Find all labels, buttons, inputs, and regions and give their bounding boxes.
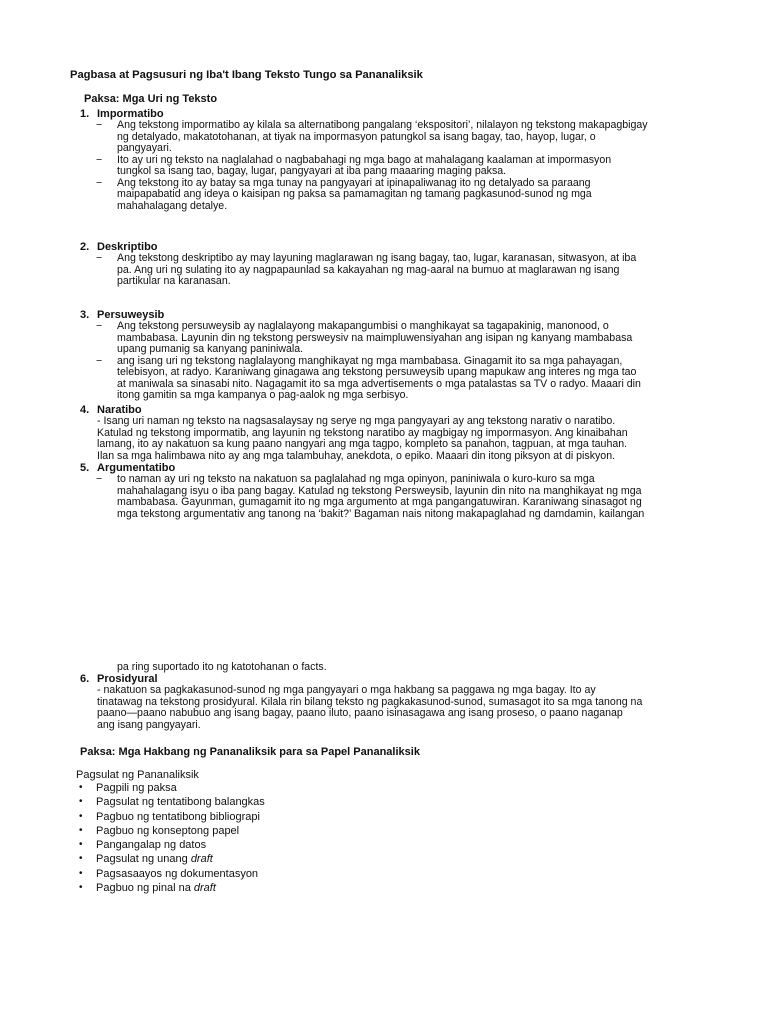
text-line: ng detalyado, makatotohanan, at tiyak na impormasyon patungkol sa isang bagay, tao, hayop, lugar, o	[117, 130, 596, 143]
dash-bullet-icon: −	[96, 252, 103, 264]
text-line: partikular na karanasan.	[117, 275, 231, 287]
bullet-paragraph	[80, 178, 729, 213]
text-line: at maniwala sa sinasabi nito. Nagagamit ito sa mga advertisements o mga patalastas sa TV o radyo. Maaari din	[117, 377, 641, 390]
text-line: to naman ay uri ng teksto na nakatuon sa paglalahad ng mga opinyon, paniniwala o kuro-kuro sa mga	[117, 473, 595, 485]
text-line: Katulad ng tekstong impormatib, ang layunin ng tekstong naratibo ay magbigay ng impormasyon. Ang kinaibahan	[97, 426, 628, 439]
list-item	[78, 852, 265, 866]
dash-bullet-icon: −	[96, 119, 103, 131]
list-item	[78, 781, 265, 795]
bullet-icon: •	[79, 796, 83, 808]
bullet-paragraph	[80, 474, 729, 520]
step-text: Pagsasaayos ng dokumentasyon	[96, 867, 259, 880]
list-item	[78, 867, 265, 881]
section-number: 3.	[80, 309, 90, 321]
bullet-icon: •	[79, 839, 83, 851]
list-item	[78, 824, 265, 838]
step-text: Pangangalap ng datos	[96, 839, 207, 852]
text-line: - nakatuon sa pagkakasunod-sunod ng mga pangyayari o mga hakbang sa paggawa ng mga bagay. Ito ay	[97, 684, 596, 696]
bullet-paragraph	[80, 120, 729, 155]
subheading: Pagsulat ng Pananaliksik	[76, 769, 199, 781]
bullet-paragraph	[80, 253, 729, 288]
bullet-paragraph	[80, 155, 729, 178]
topic-heading-1: Paksa: Mga Uri ng Teksto	[84, 93, 218, 105]
list-item	[78, 881, 265, 895]
section-name: Impormatibo	[97, 108, 164, 120]
list-item	[78, 795, 265, 809]
section-name: Deskriptibo	[97, 241, 158, 253]
bullet-icon: •	[79, 882, 83, 894]
text-line: tinatawag na tekstong prosidyural. Kilala rin bilang teksto ng pagkakasunod-sunod, sumasagot ito sa mga tanong na	[97, 695, 643, 708]
text-line: pangyayari.	[117, 142, 172, 154]
section-name: Naratibo	[97, 404, 142, 416]
bullet-icon: •	[79, 782, 83, 793]
section-name: Argumentatibo	[97, 462, 176, 474]
continuation-line: pa ring suportado ito ng katotohanan o facts.	[117, 661, 327, 673]
dash-bullet-icon: −	[96, 320, 103, 332]
step-text: Pagbuo ng konseptong papel	[96, 824, 240, 837]
section-name: Persuweysib	[97, 309, 165, 321]
text-line: itong gamitin sa mga kampanya o pag-aalok ng mga serbisyo.	[117, 389, 409, 401]
bullet-icon: •	[79, 867, 83, 879]
text-line: upang pumanig sa kanyang paniniwala.	[117, 343, 304, 355]
section-impormatibo	[80, 108, 729, 212]
text-line: - Isang uri naman ng teksto na nagsasalaysay ng serye ng mga pangyayari ay ang tekstong narativ o naratibo.	[97, 415, 616, 427]
document-title: Pagbasa at Pagsusuri ng Iba't Ibang Teksto Tungo sa Pananaliksik	[70, 69, 423, 81]
text-line: telebisyon, at radyo. Karaniwang ginagawa ang tekstong persuweysib upang mapukaw ang interes ng mga tao	[117, 366, 637, 378]
step-text: Pagsulat ng tentatibong balangkas	[96, 796, 265, 809]
bullet-icon: •	[79, 853, 83, 865]
dash-bullet-icon: −	[96, 473, 103, 485]
dash-bullet-icon: −	[96, 176, 103, 189]
text-line: Ang tekstong deskriptibo ay may layuning maglarawan ng isang bagay, tao, lugar, karanasan, sitwasyon, at iba	[117, 252, 637, 264]
text-line: ang isang uri ng tekstong naglalayong manghikayat ng mga mambabasa. Ginagamit ito sa mga pahayagan,	[117, 354, 623, 367]
text-line: mambabasa. Layunin din ng tekstong persweysiv na maimpluwensiyahan ang isipan ng kanyang mambabasa	[117, 331, 633, 344]
section-number: 5.	[80, 462, 90, 474]
section-number: 1.	[80, 108, 90, 120]
text-line: mahahalagang isyu o iba pang bagay. Katulad ng tekstong Persweysib, layunin din nito na manghikayat ng mga	[117, 484, 642, 497]
text-line: mambabasa. Gayunman, gumagamit ito ng mga argumento at mga pangangatuwiran. Karaniwang sinasagot ng	[117, 496, 642, 508]
bullet-paragraph	[80, 356, 729, 402]
step-text: Pagpili ng paksa	[96, 782, 177, 794]
list-item	[78, 810, 265, 824]
text-line: lamang, ito ay nakatuon sa kung paano nangyari ang mga tagpo, kompleto sa panahon, tagpuan, at mga tauhan.	[97, 438, 628, 450]
section-naratibo	[80, 404, 709, 462]
step-emphasis: draft	[190, 853, 213, 866]
dash-bullet-icon: −	[96, 153, 103, 166]
list-item	[78, 838, 265, 852]
dash-bullet-icon: −	[96, 354, 103, 367]
bullet-icon: •	[79, 824, 83, 836]
step-emphasis: draft	[193, 882, 216, 895]
text-line: mga tekstong argumentativ ang tanong na ‘bakit?’ Bagaman nais nitong makapaglahad ng damdamin, kailangan	[117, 507, 645, 520]
text-line: mahahalagang detalye.	[117, 199, 228, 212]
text-line: ang isang pangyayari.	[97, 718, 201, 731]
text-line: Ang tekstong impormatibo ay kilala sa alternatibong pangalang ‘ekspositori’, nilalayon ng tekstong makapagbigay	[117, 119, 648, 131]
step-text: Pagsulat ng unang	[96, 853, 191, 866]
section-persuweysib	[80, 309, 729, 402]
text-line: pa. Ang uri ng sulating ito ay nagpapaunlad sa kakayahan ng mag-aaral na bumuo at maglarawan ng isang	[117, 263, 620, 276]
section-prosidyural	[80, 673, 709, 731]
text-line: Ang tekstong persuweysib ay naglalayong makapangumbisi o manghikayat sa tagapakinig, manonood, o	[117, 320, 609, 332]
section-paragraph	[80, 416, 709, 462]
section-number: 4.	[80, 404, 90, 416]
section-deskriptibo	[80, 241, 729, 288]
text-line: Ilan sa mga halimbawa nito ay ang mga talambuhay, anekdota, o epiko. Maaari din itong piksyon at di piskyon.	[97, 449, 616, 462]
text-line: Ang tekstong ito ay batay sa mga tunay na pangyayari at ipinapaliwanag ito ng detalyado sa paraang	[117, 176, 591, 189]
section-number: 6.	[80, 673, 90, 685]
section-name: Prosidyural	[97, 673, 158, 685]
topic-heading-2: Paksa: Mga Hakbang ng Pananaliksik para sa Papel Pananaliksik	[80, 746, 420, 758]
bullet-icon: •	[79, 810, 83, 822]
bullet-paragraph	[80, 321, 729, 356]
text-line: paano—paano nabubuo ang isang bagay, paano iluto, paano isinasagawa ang isang proseso, o paano naganap	[97, 707, 623, 719]
step-text: Pagbuo ng tentatibong bibliograpi	[96, 810, 260, 823]
text-line: tungkol sa isang tao, bagay, lugar, pangyayari at iba pang maaaring maging paksa.	[117, 165, 507, 177]
section-paragraph	[80, 685, 709, 731]
research-steps-list	[78, 781, 265, 895]
text-line: maipapabatid ang ideya o kaisipan ng paksa sa pamamagitan ng tamang pagkasunod-sunod ng mga	[117, 188, 592, 200]
section-number: 2.	[80, 241, 90, 253]
text-line: Ito ay uri ng teksto na naglalahad o nagbabahagi ng mga bago at mahalagang kaalaman at impormasyon	[117, 153, 612, 166]
step-text: Pagbuo ng pinal na	[96, 882, 194, 895]
section-argumentatibo	[80, 462, 729, 520]
